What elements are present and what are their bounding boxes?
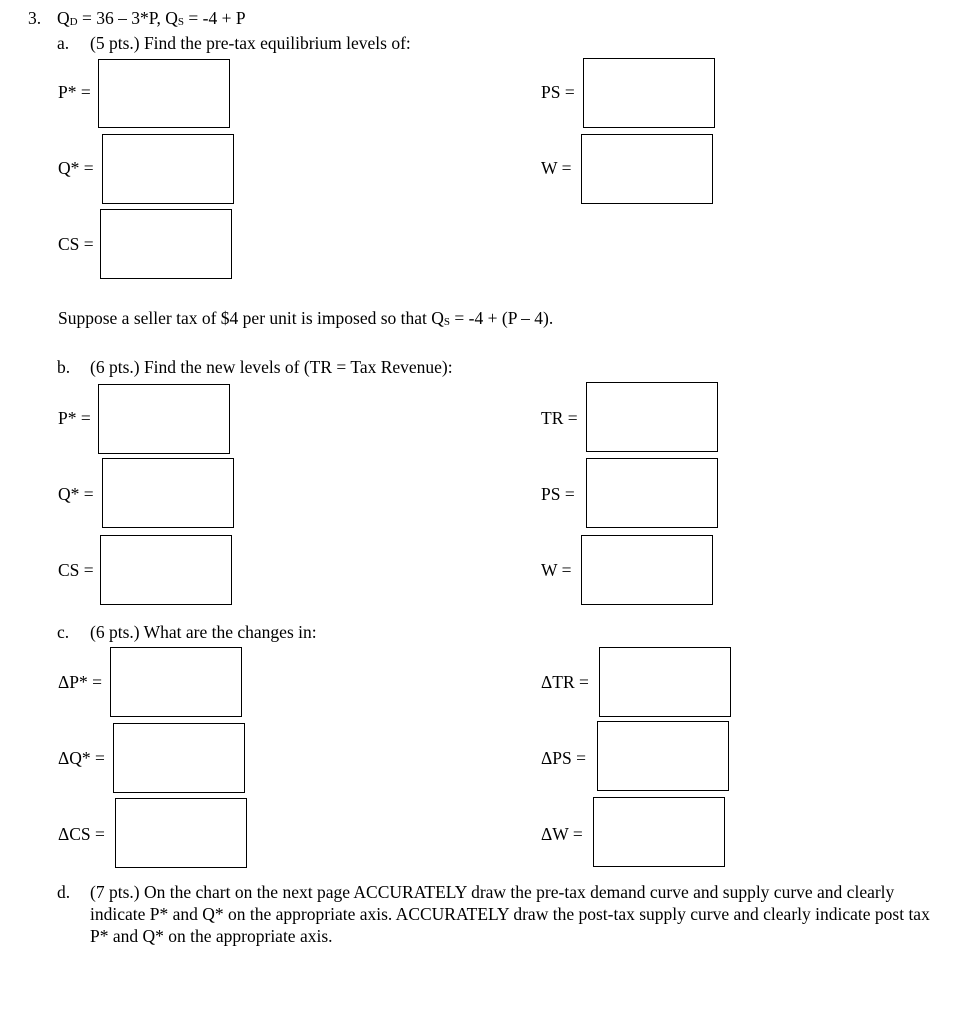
part-b-ps-answer-box[interactable] xyxy=(586,458,718,528)
tax-text-after: = -4 + (P – 4). xyxy=(450,308,554,328)
part-c-dcs-label: ΔCS = xyxy=(58,824,105,844)
part-c-prompt: (6 pts.) What are the changes in: xyxy=(90,622,317,642)
part-b-cs-answer-box[interactable] xyxy=(100,535,232,605)
part-b-p-label: P* = xyxy=(58,408,91,428)
part-c-dw-label: ΔW = xyxy=(541,824,583,844)
part-c-dw-answer-box[interactable] xyxy=(593,797,725,867)
part-b-w-answer-box[interactable] xyxy=(581,535,713,605)
part-a-q-label: Q* = xyxy=(58,158,94,178)
part-c-dp-label: ΔP* = xyxy=(58,672,102,692)
tax-statement xyxy=(58,310,553,328)
problem-equation xyxy=(57,10,246,28)
part-a-w-answer-box[interactable] xyxy=(581,134,713,204)
eq-end: = -4 + P xyxy=(184,8,246,28)
part-c-marker: c. xyxy=(57,622,70,642)
part-c-dp-answer-box[interactable] xyxy=(110,647,242,717)
tax-sub-s: S xyxy=(443,316,451,328)
part-b-q-label: Q* = xyxy=(58,484,94,504)
tax-text-before: Suppose a seller tax of $4 per unit is imposed so that Q xyxy=(58,308,444,328)
part-a-prompt: (5 pts.) Find the pre-tax equilibrium levels of: xyxy=(90,33,411,53)
part-c-dtr-answer-box[interactable] xyxy=(599,647,731,717)
part-a-marker: a. xyxy=(57,33,70,53)
part-a-ps-answer-box[interactable] xyxy=(583,58,715,128)
part-b-prompt: (6 pts.) Find the new levels of (TR = Tax Revenue): xyxy=(90,357,453,377)
part-a-q-answer-box[interactable] xyxy=(102,134,234,204)
eq-mid: = 36 – 3*P, Q xyxy=(77,8,178,28)
part-d-marker: d. xyxy=(57,882,71,902)
part-b-cs-label: CS = xyxy=(58,560,94,580)
part-b-q-answer-box[interactable] xyxy=(102,458,234,528)
part-b-tr-label: TR = xyxy=(541,408,578,428)
part-c-dq-label: ΔQ* = xyxy=(58,748,105,768)
eq-sub-d: D xyxy=(69,16,78,28)
part-c-dps-answer-box[interactable] xyxy=(597,721,729,791)
part-c-dps-label: ΔPS = xyxy=(541,748,586,768)
part-a-w-label: W = xyxy=(541,158,572,178)
part-c-dcs-answer-box[interactable] xyxy=(115,798,247,868)
part-a-cs-label: CS = xyxy=(58,234,94,254)
part-a-p-label: P* = xyxy=(58,82,91,102)
eq-sub-s: S xyxy=(177,16,185,28)
problem-number: 3. xyxy=(28,8,42,28)
part-c-dtr-label: ΔTR = xyxy=(541,672,589,692)
eq-q-demand: Q xyxy=(57,8,70,28)
part-a-p-answer-box[interactable] xyxy=(98,59,230,128)
part-a-ps-label: PS = xyxy=(541,82,575,102)
part-b-ps-label: PS = xyxy=(541,484,575,504)
part-b-w-label: W = xyxy=(541,560,572,580)
part-a-cs-answer-box[interactable] xyxy=(100,209,232,279)
part-b-p-answer-box[interactable] xyxy=(98,384,230,454)
part-b-marker: b. xyxy=(57,357,71,377)
part-d-instructions: (7 pts.) On the chart on the next page ACCURATELY draw the pre-tax demand curve and supply curve and clearly indicate P* and Q* on the appropriate axis. ACCURATELY draw the post-tax supply curve and clearly indicate post tax P* and Q* on the appropriate axis. xyxy=(90,882,930,946)
part-c-dq-answer-box[interactable] xyxy=(113,723,245,793)
part-b-tr-answer-box[interactable] xyxy=(586,382,718,452)
